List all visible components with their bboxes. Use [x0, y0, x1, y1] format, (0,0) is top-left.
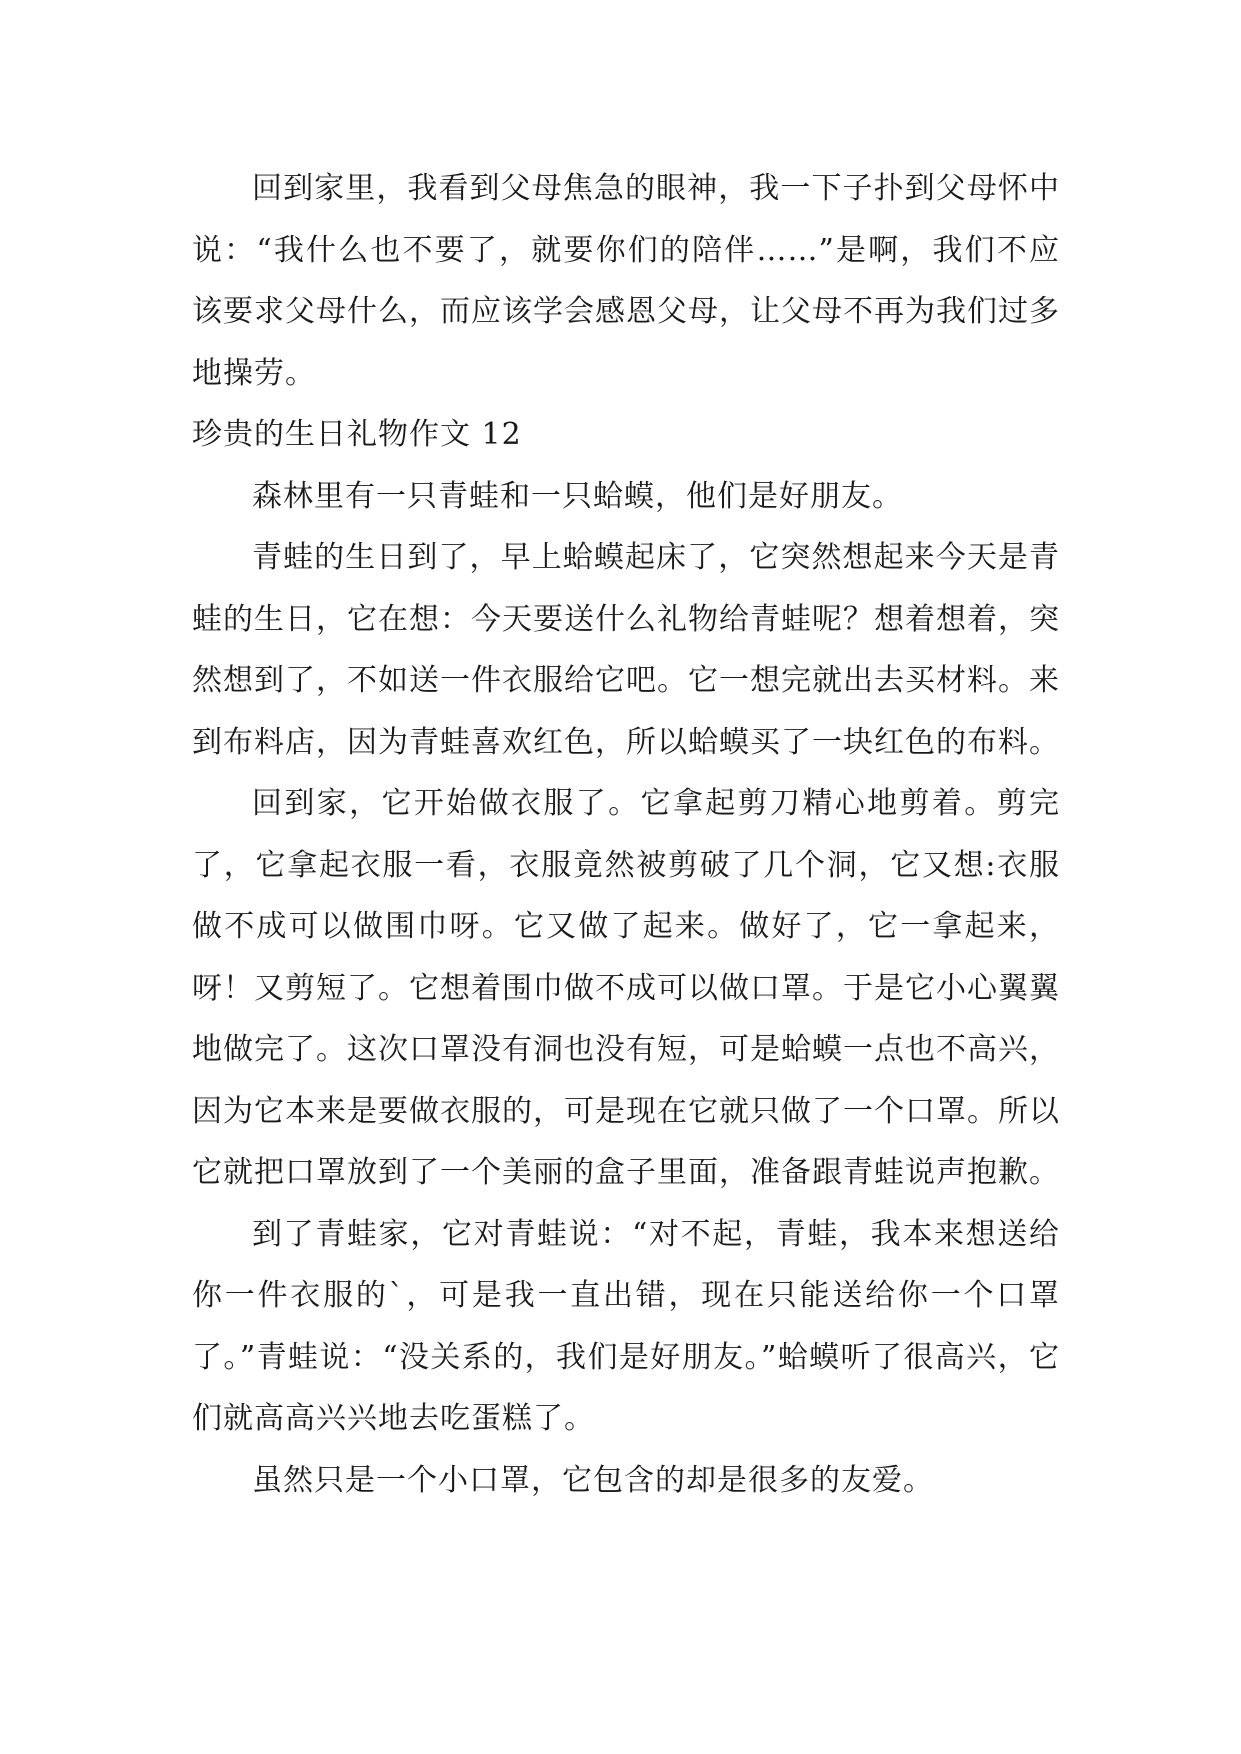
document-body [192, 158, 1060, 1511]
paragraph-3: 回到家，它开始做衣服了。它拿起剪刀精心地剪着。剪完了，它拿起衣服一看，衣服竟然被剪破了几个洞，它又想:衣服做不成可以做围巾呀。它又做了起来。做好了，它一拿起来，呀！又剪短了。它想着围巾做不成可以做口罩。于是它小心翼翼地做完了。这次口罩没有洞也没有短，可是蛤蟆一点也不高兴，因为它本来是要做衣服的，可是现在它就只做了一个口罩。所以它就把口罩放到了一个美丽的盒子里面，准备跟青蛙说声抱歉。 [192, 786, 1060, 1190]
paragraph-intro: 回到家里，我看到父母焦急的眼神，我一下子扑到父母怀中说：“我什么也不要了，就要你们的陪伴……”是啊，我们不应该要求父母什么，而应该学会感恩父母，让父母不再为我们过多地操劳。 [192, 171, 1060, 391]
essay-title: 珍贵的生日礼物作文 12 [192, 417, 522, 452]
paragraph-4: 到了青蛙家，它对青蛙说：“对不起，青蛙，我本来想送给你一件衣服的`，可是我一直出错，现在只能送给你一个口罩了。”青蛙说：“没关系的，我们是好朋友。”蛤蟆听了很高兴，它们就高高兴兴地去吃蛋糕了。 [192, 1216, 1060, 1436]
paragraph-5: 虽然只是一个小口罩，它包含的却是很多的友爱。 [252, 1462, 934, 1498]
paragraph-2: 青蛙的生日到了，早上蛤蟆起床了，它突然想起来今天是青蛙的生日，它在想：今天要送什么礼物给青蛙呢？想着想着，突然想到了，不如送一件衣服给它吧。它一想完就出去买材料。来到布料店，因为青蛙喜欢红色，所以蛤蟆买了一块红色的布料。 [192, 540, 1060, 760]
paragraph-1: 森林里有一只青蛙和一只蛤蟆，他们是好朋友。 [252, 478, 903, 514]
